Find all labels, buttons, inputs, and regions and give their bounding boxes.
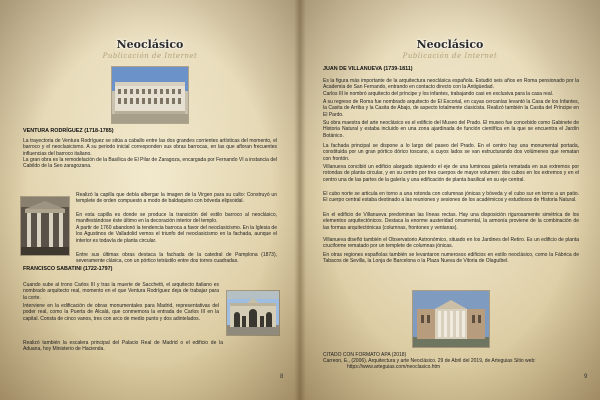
right-page-title: Neoclásico [416, 38, 484, 51]
villanueva-paragraph-2: Carlos III le nombró arquitecto del príncipe y los infantes, trabajando casi en exclusiva para la casa real. [323, 91, 554, 97]
citation-heading: CITADO CON FORMATO APA (2018) [323, 352, 407, 358]
section-heading-sabatini: FRANCISCO SABATINI (1722-1797) [23, 266, 113, 272]
sabatini-paragraph-3: Realizó también la escalera principal del Palacio Real de Madrid o el edificio de la Aduana, hoy Ministerio de Hacienda. [23, 340, 223, 353]
right-watermark: Publicación de Internet [402, 52, 498, 60]
villanueva-paragraph-3: A su regreso de Roma fue nombrado arquitecto de El Escorial, en cuyas cercanías levantó la Casa de los Infantes, la Casita de Arriba y la Casita de Abajo, de aspecto totalmente clasicista. Realizó también la Casita del Príncipe en El Pardo. [323, 99, 579, 118]
ventura-paragraph-4: En esta capilla es donde se produce la transición del estilo barroco al neoclásico, manifestándose éste último en la decoración interior del templo. [76, 212, 277, 225]
ventura-paragraph-3: Realizó la capilla que debía albergar la imagen de la Virgen para su culto: Construyó un templete de orden compuesto a modo de baldaquino con bóveda elipsoidal. [76, 192, 277, 205]
left-watermark: Publicación de Internet [102, 52, 198, 60]
villanueva-paragraph-8: En el edificio de Villanueva predominan las líneas rectas. Hay una disposición rigurosamente simétrica de los elementos arquitectónicos. Destaca la enorme austeridad ornamental, la armonía proviene de la combinación de las formas arquitectónicas (columnas, frontones y ventanas). [323, 212, 579, 231]
ventura-paragraph-1: La trayectoria de Ventura Rodríguez se sitúa a caballo entre las dos grandes corrientes artísticas del momento, el barroco y el neoclasicismo. A su periodo inicial corresponden sus obras barrocas, en las que afloran frecuentes influencias del barroco italiano. [23, 138, 277, 157]
right-page-number: 9 [584, 374, 588, 380]
royal-palace-photo [111, 66, 189, 124]
pilar-chapel-photo [20, 196, 70, 256]
left-page-number: 8 [280, 374, 284, 380]
citation-line-1: Carreon, E., (2006). Arquitectura y arte Neoclásico. 29 de Abril del 2019, de Arteguias Sitio web: [323, 358, 536, 364]
villanueva-paragraph-6: Villanueva concibió un edificio alargado siguiendo el eje de una luminosa galería rematada en sus extremos por rotondas de planta circular, y en su centro por tres cuerpos de mayor volumen: dos cubos en los extremos y en el centro una de las partes de la galería y una edificación de planta basilical en su eje central. [323, 164, 579, 183]
section-heading-villanueva: JUAN DE VILLANUEVA (1739-1811) [323, 66, 413, 72]
villanueva-paragraph-10: En otras regiones españolas también se levantaron numerosos edificios en estilo neoclásico, como la Fábrica de Tabacos de Sevilla, la Lonja de Barcelona o la Plaza Nueva de Vitoria de Olaguíbel. [323, 252, 579, 265]
ventura-paragraph-5: A partir de 1760 abandonó la tendencia barroca a favor del neoclasicismo. En la Iglesia de los Agustinos de Valladolid vemos el triunfo del neoclasicismo en la fachada, aunque el interior es todavía de planta circular. [76, 225, 277, 244]
villanueva-paragraph-4: Su obra maestra del arte neoclásico es el edificio del Museo del Prado. El museo fue concebido como Gabinete de Historia Natural y estaba incluido en una zona ajardinada de función científica en la que se encuentra el Jardín Botánico. [323, 120, 579, 139]
sabatini-paragraph-2: Interviene en la edificación de obras monumentales para Madrid, representativas del poder real, como la Puerta de Alcalá, que conmemora la entrada de Carlos III en la capital. Consta de cinco vanos, tres con arco de medio punto y dos adintelados. [23, 303, 219, 322]
sabatini-paragraph-1: Cuando sube al trono Carlos III y tras la muerte de Sacchetti, el arquitecto italiano es nombrado arquitecto real, momento en el que Ventura Rodríguez deja de trabajar para la corte. [23, 282, 219, 301]
villanueva-paragraph-7: El cubo norte se articula en torno a una rotonda con columnas jónicas y bóveda y el cubo sur en torno a un patio. El cuerpo central estaba destinado a las reuniones y sesiones de los académicos y estudiosos de Historia Natural. [323, 191, 579, 204]
villanueva-paragraph-9: Villanueva diseñó también el Observatorio Astronómico, situado en los Jardines del Retiro. Es un edificio de planta cruciforme rematado por un templete de columnas jónicas. [323, 237, 579, 250]
villanueva-paragraph-1: Es la figura más importante de la arquitectura neoclásica española. Estudió seis años en Roma pensionado por la Academia de San Fernando, entrando en contacto directo con la Antigüedad. [323, 78, 579, 91]
ventura-paragraph-6: Entre sus últimas obras destaca la fachada de la catedral de Pamplona (1873), severamente clásica, con un pórtico tetrástilo entre dos torres cuadradas. [76, 252, 277, 265]
section-heading-ventura: VENTURA RODRÍGUEZ (1718-1785) [23, 128, 114, 134]
citation-link[interactable]: https://www.arteguias.com/neoclasico.htm [347, 364, 441, 370]
puerta-alcala-photo [226, 290, 280, 336]
prado-museum-photo [412, 290, 490, 348]
book-gutter [294, 0, 306, 400]
right-page [300, 0, 600, 400]
left-page-title: Neoclásico [116, 38, 184, 51]
ventura-paragraph-2: La gran obra es la remodelación de la Basílica de El Pilar de Zaragoza, encargada por Fernando VI a instancia del Cabildo de la Seo zaragozana. [23, 157, 277, 170]
villanueva-paragraph-5: La fachada principal se dispone a lo largo del paseo del Prado. En el centro hay una monumental portada, constituida por un gran pórtico dórico toscano, a cuyos lados se van estructurando dos volúmenes que rematan con frontón. [323, 143, 579, 162]
